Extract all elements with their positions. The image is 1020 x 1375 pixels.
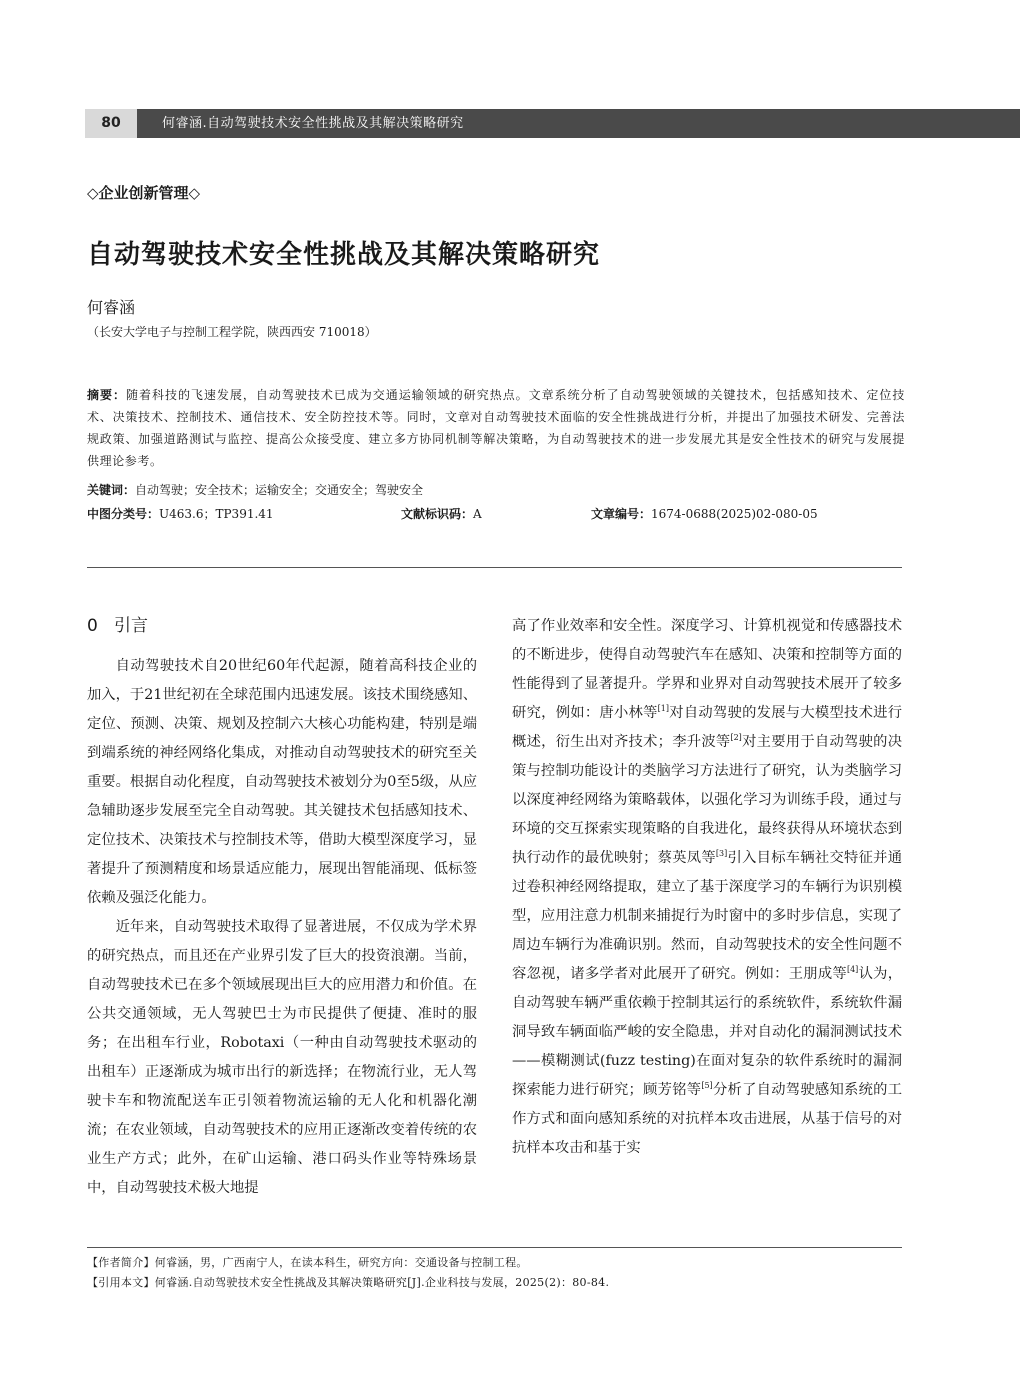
body-text: 对自动驾驶的发展与大模型技术进行概述，衍生出对齐技术；李升波等 <box>512 705 903 750</box>
keywords-text: 自动驾驶；安全技术；运输安全；交通安全；驾驶安全 <box>135 483 424 497</box>
citation-ref: [5] <box>701 1081 713 1091</box>
article-title: 自动驾驶技术安全性挑战及其解决策略研究 <box>87 240 601 270</box>
article-id-value: 1674-0688(2025)02-080-05 <box>651 507 818 521</box>
keywords-label: 关键词： <box>87 483 136 497</box>
left-column <box>87 612 477 1203</box>
intro-paragraph-1: 自动驾驶技术自20世纪60年代起源，随着高科技企业的加入，于21世纪初在全球范围内迅速发展。该技术围绕感知、定位、预测、决策、规划及控制六大核心功能构建，特别是端到端系统的神经网络化集成，对推动自动驾驶技术的研究至关重要。根据自动化程度，自动驾驶技术被划分为0至5级，从应急辅助逐步发展至完全自动驾驶。其关键技术包括感知技术、定位技术、决策技术与控制技术等，借助大模型深度学习，显著提升了预测精度和场景适应能力，展现出智能涌现、低标签依赖及强泛化能力。 <box>87 658 477 906</box>
doc-code-value: A <box>473 507 482 521</box>
running-title: 何睿涵.自动驾驶技术安全性挑战及其解决策略研究 <box>162 116 464 131</box>
classification-number <box>87 505 274 523</box>
body-text: 高了作业效率和安全性。深度学习、计算机视觉和传感器技术的不断进步，使得自动驾驶汽车在感知、决策和控制等方面的性能得到了显著提升。学界和业界对自动驾驶技术展开了较多研究，例如：唐小林等 <box>512 618 902 721</box>
section-heading <box>87 612 477 641</box>
abstract-text: 随着科技的飞速发展，自动驾驶技术已成为交通运输领域的研究热点。文章系统分析了自动驾驶领域的关键技术，包括感知技术、定位技术、决策技术、控制技术、通信技术、安全防控技术等。同时，文章对自动驾驶技术面临的安全性挑战进行分析，并提出了加强技术研发、完善法规政策、加强道路测试与监控、提高公众接受度、建立多方协同机制等解决策略，为自动驾驶技术的进一步发展尤其是安全性技术的研究与发展提供理论参考。 <box>87 388 905 468</box>
body-text: 认为，自动驾驶车辆严重依赖于控制其运行的系统软件，系统软件漏洞导致车辆面临严峻的安全隐患，并对自动化的漏洞测试技术——模糊测试(fuzz testing)在面对复杂的软件系统时的漏洞探索能力进行研究；顾芳铭等 <box>512 966 903 1098</box>
document-code <box>401 505 482 523</box>
author-affiliation: （长安大学电子与控制工程学院，陕西西安 710018） <box>87 325 377 339</box>
doc-code-label: 文献标识码： <box>401 507 474 521</box>
column-label: ◇企业创新管理◇ <box>87 184 201 202</box>
classification-value: U463.6；TP391.41 <box>159 507 274 521</box>
footnote-divider <box>87 1247 902 1248</box>
body-text: 对主要用于自动驾驶的决策与控制功能设计的类脑学习方法进行了研究，认为类脑学习以深度神经网络为策略载体，以强化学习为训练手段，通过与环境的交互探索实现策略的自我进化，最终获得从环境状态到执行动作的最优映射；蔡英凤等 <box>512 734 903 866</box>
right-column <box>512 612 902 1163</box>
citation-ref: [2] <box>730 733 742 743</box>
body-text: 引入目标车辆社交特征并通过卷积神经网络提取，建立了基于深度学习的车辆行为识别模型，应用注意力机制来捕捉行为时窗中的多时步信息，实现了周边车辆行为准确识别。然而，自动驾驶技术的安全性问题不容忽视，诸多学者对此展开了研究。例如：王朋成等 <box>512 850 902 982</box>
article-id-label: 文章编号： <box>591 507 652 521</box>
citation-ref: [3] <box>715 849 728 859</box>
citation-ref: [4] <box>846 965 859 975</box>
intro-paragraph-continued <box>512 612 902 1163</box>
abstract <box>87 384 905 472</box>
intro-paragraph-2: 近年来，自动驾驶技术取得了显著进展，不仅成为学术界的研究热点，而且还在产业界引发了巨大的投资浪潮。当前，自动驾驶技术已在多个领域展现出巨大的应用潜力和价值。在公共交通领域，无人驾驶巴士为市民提供了便捷、准时的服务；在出租车行业，Robotaxi（一种由自动驾驶技术驱动的出租车）正逐渐成为城市出行的新选择；在物流行业，无人驾驶卡车和物流配送车正引领着物流运输的无人化和机器化潮流；在农业领域，自动驾驶技术的应用正逐渐改变着传统的农业生产方式；此外，在矿山运输、港口码头作业等特殊场景中，自动驾驶技术极大地提 <box>87 919 477 1196</box>
header-divider <box>87 567 902 568</box>
citation-footnote: 【引用本文】何睿涵.自动驾驶技术安全性挑战及其解决策略研究[J].企业科技与发展，2025(2)：80-84. <box>87 1276 610 1289</box>
citation-ref: [1] <box>657 704 669 714</box>
page-number: 80 <box>85 109 137 138</box>
author-name: 何睿涵 <box>87 298 136 317</box>
abstract-label: 摘要： <box>87 388 126 402</box>
classification-label: 中图分类号： <box>87 507 160 521</box>
body-text: 分析了自动驾驶感知系统的工作方式和面向感知系统的对抗样本攻击进展，从基于信号的对抗样本攻击和基于实 <box>512 1082 902 1156</box>
section-title: 引言 <box>114 616 149 636</box>
article-id <box>591 505 818 523</box>
keywords <box>87 481 423 499</box>
section-number: 0 <box>87 616 98 636</box>
author-intro-footnote: 【作者简介】何睿涵，男，广西南宁人，在读本科生，研究方向：交通设备与控制工程。 <box>87 1256 528 1269</box>
